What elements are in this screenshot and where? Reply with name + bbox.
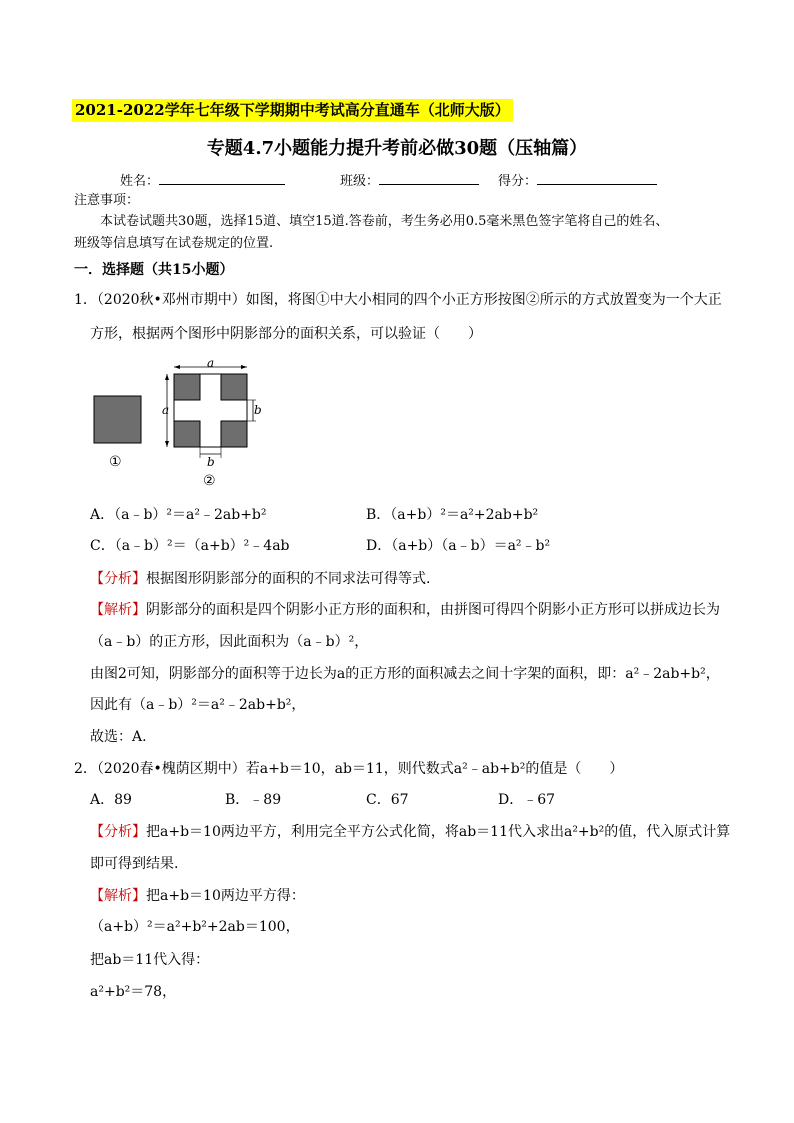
- q1-solution-line1: [90, 600, 720, 620]
- q1-analysis: [90, 569, 430, 589]
- score-label: 得分：: [498, 174, 538, 189]
- label-b-right: b: [254, 403, 262, 417]
- q1-option-b[interactable]: B．（a+b）²＝a²+2ab+b²: [366, 507, 539, 523]
- section-heading: 一．选择题（共15小题）: [74, 262, 234, 278]
- label-a-left: a: [162, 403, 170, 417]
- q2-solution-line3: 把ab＝11代入得：: [90, 952, 210, 968]
- fig1-square: [94, 396, 141, 443]
- q2-solution-line1: [90, 886, 305, 906]
- q2-stem: 2．（2020春•槐荫区期中）若a+b＝10，ab＝11，则代数式a²﹣ab+b²的值是（ ）: [74, 761, 624, 777]
- q1-answer: 故选：A.: [90, 729, 147, 745]
- score-field: [498, 171, 657, 191]
- q1-option-c[interactable]: C．（a﹣b）²＝（a+b）²﹣4ab: [90, 538, 290, 554]
- label-b-bottom: b: [207, 455, 215, 469]
- solution-tag: 【解析】: [90, 888, 146, 904]
- name-label: 姓名：: [120, 174, 160, 189]
- series-banner: 2021-2022学年七年级下学期期中考试高分直通车（北师大版）: [72, 99, 513, 122]
- class-label: 班级：: [340, 174, 380, 189]
- class-blank[interactable]: [379, 171, 479, 185]
- q1-option-a[interactable]: A．（a﹣b）²＝a²﹣2ab+b²: [90, 507, 267, 523]
- q2-analysis-line2: 即可得到结果.: [90, 856, 179, 872]
- q1-analysis-text: 根据图形阴影部分的面积的不同求法可得等式.: [146, 571, 431, 587]
- notes-line1: 本试卷试题共30题，选择15道、填空15道.答卷前，考生务必用0.5毫米黑色签字笔将自己的姓名、: [100, 214, 669, 229]
- q2-solution-line4: a²+b²＝78，: [90, 984, 177, 1000]
- notes-line2: 班级等信息填写在试卷规定的位置.: [74, 236, 274, 251]
- q1-solution-line4: 因此有（a﹣b）²＝a²﹣2ab+b²，: [90, 697, 306, 713]
- q1-option-d[interactable]: D．（a+b）（a﹣b）＝a²﹣b²: [366, 538, 551, 554]
- q2-analysis-text1: 把a+b＝10两边平方，利用完全平方公式化简，将ab＝11代入求出a²+b²的值，代入原式计算: [146, 824, 731, 840]
- q1-solution-line2: （a﹣b）的正方形，因此面积为（a﹣b）²，: [90, 634, 369, 650]
- notes-label: 注意事项：: [74, 193, 140, 208]
- q1-figure: [88, 358, 278, 488]
- score-blank[interactable]: [537, 171, 657, 185]
- q2-analysis-line1: [90, 822, 730, 842]
- fig2-cross-figure: [174, 374, 247, 447]
- q1-stem-line2: 方形，根据两个图形中阴影部分的面积关系，可以验证（ ）: [90, 326, 482, 342]
- analysis-tag: 【分析】: [90, 571, 146, 587]
- q2-option-b[interactable]: B．﹣89: [225, 792, 282, 808]
- analysis-tag: 【分析】: [90, 824, 146, 840]
- q1-solution-line3: 由图2可知，阴影部分的面积等于边长为a的正方形的面积减去之间十字架的面积，即：a²﹣2ab+b²，: [90, 666, 720, 682]
- label-a-top: a: [207, 358, 215, 370]
- q1-solution-text1: 阴影部分的面积是四个阴影小正方形的面积和，由拼图可得四个阴影小正方形可以拼成边长为: [146, 602, 720, 618]
- q2-option-d[interactable]: D．﹣67: [498, 792, 556, 808]
- page-title: 专题4.7小题能力提升考前必做30题（压轴篇）: [206, 138, 588, 159]
- q2-solution-line2: （a+b）²＝a²+b²+2ab＝100，: [90, 919, 300, 935]
- name-blank[interactable]: [159, 171, 285, 185]
- fig2-label: ②: [203, 473, 216, 488]
- fig1-label: ①: [109, 454, 122, 470]
- q2-option-a[interactable]: A．89: [90, 792, 132, 808]
- name-field: [120, 171, 285, 191]
- q2-solution-text1: 把a+b＝10两边平方得：: [146, 888, 305, 904]
- q2-option-c[interactable]: C．67: [366, 792, 409, 808]
- q1-stem-line1: 1．（2020秋•邓州市期中）如图，将图①中大小相同的四个小正方形按图②所示的方式放置变为一个大正: [74, 292, 722, 308]
- solution-tag: 【解析】: [90, 602, 146, 618]
- class-field: [340, 171, 479, 191]
